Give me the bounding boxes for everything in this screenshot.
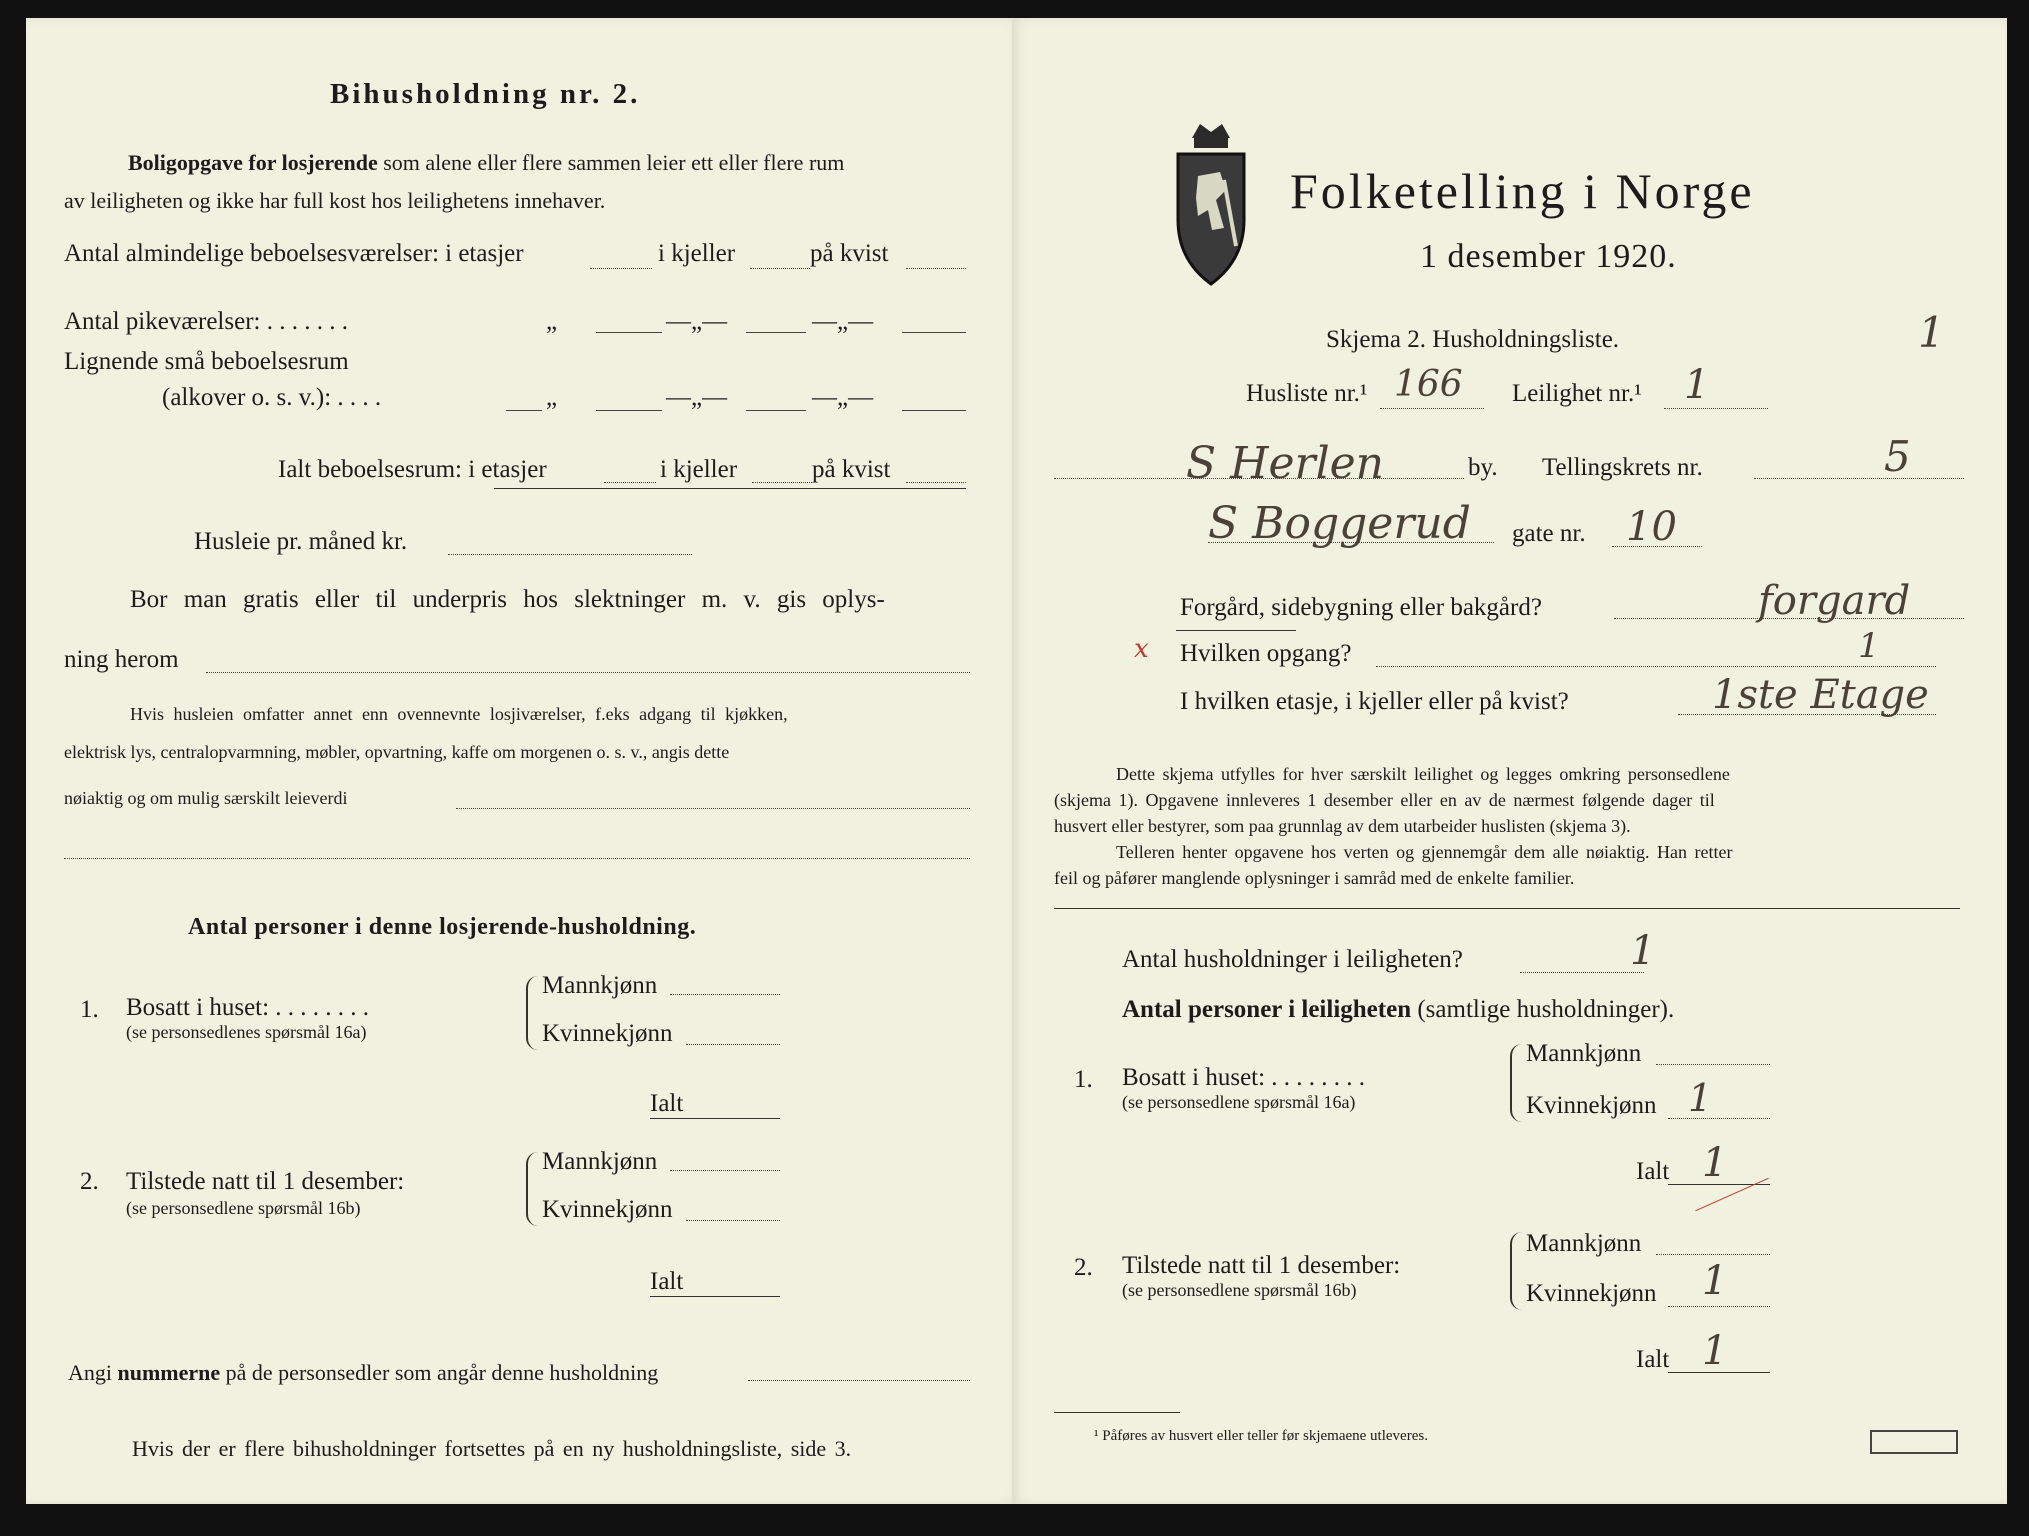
leilighet-label: Leilighet nr.¹: [1512, 380, 1642, 407]
rq2-num: 2.: [1074, 1254, 1093, 1281]
left-footer: Hvis der er flere bihusholdninger fortsettes på en ny husholdningsliste, side 3.: [132, 1436, 852, 1461]
note-line-2: elektrisk lys, centralopvarmning, møbler, opvartning, kaffe om morgenen o. s. v., angis dette: [64, 742, 730, 762]
note-line-1: Hvis husleien omfatter annet enn ovennevnte losjiværelser, f.eks adgang til kjøkken,: [130, 704, 788, 724]
lq2-label: Tilstede natt til 1 desember:: [126, 1168, 405, 1195]
lq2-sub: (se personsedlene spørsmål 16b): [126, 1198, 361, 1218]
rq1-kvinne-label: Kvinnekjønn: [1526, 1092, 1657, 1119]
skjema-handwritten: 1: [1918, 308, 1945, 357]
lq1-kvinne-field[interactable]: [686, 1044, 780, 1045]
instr-line-1: Dette skjema utfylles for hver særskilt leilighet og legges omkring personsedlene: [1116, 764, 1730, 784]
rq1-mann-field[interactable]: [1656, 1064, 1770, 1065]
skjema-label: Skjema 2. Husholdningsliste.: [1326, 326, 1620, 353]
stamp-icon: [1870, 1430, 1958, 1454]
rooms-etasjer-field[interactable]: [590, 268, 652, 269]
rq1-label: Bosatt i huset: . . . . . . . .: [1122, 1064, 1366, 1091]
leilighet-value: 1: [1684, 362, 1710, 408]
gate-label: gate nr.: [1512, 520, 1586, 547]
rq1-sub: (se personsedlene spørsmål 16a): [1122, 1092, 1356, 1112]
rq1-kvinne-field[interactable]: [1668, 1118, 1770, 1119]
gratis-field[interactable]: [206, 672, 970, 673]
lq2-num: 2.: [80, 1168, 99, 1195]
ialt-kjeller-field[interactable]: [752, 482, 812, 483]
gate-nr-field[interactable]: [1612, 546, 1702, 547]
footnote: ¹ Påføres av husvert eller teller før skjemaene utleveres.: [1094, 1428, 1428, 1444]
rq1-ialt-value: 1: [1702, 1140, 1728, 1186]
forgaard-label: Forgård, sidebygning eller bakgård?: [1180, 594, 1542, 621]
gate-nr-value: 10: [1626, 504, 1677, 550]
coat-of-arms-icon: [1170, 120, 1252, 292]
lq1-kvinne-label: Kvinnekjønn: [542, 1020, 673, 1047]
ialt-kjeller-label: i kjeller: [660, 456, 738, 483]
lignende-field-3[interactable]: [902, 410, 966, 411]
lq1-mann-label: Mannkjønn: [542, 972, 658, 999]
rq1-kvinne-value: 1: [1688, 1076, 1713, 1120]
census-title: Folketelling i Norge: [1290, 163, 1755, 219]
forgaard-value: forgard: [1758, 578, 1911, 624]
lignende-ditto-1: „: [546, 384, 558, 411]
instructions-rule: [1054, 908, 1960, 909]
note-field-2[interactable]: [64, 858, 970, 859]
rq2-ialt-label: Ialt: [1636, 1346, 1670, 1373]
rq1-brace: [1510, 1044, 1522, 1122]
gate-value: S Boggerud: [1208, 498, 1471, 549]
rq2-mann-label: Mannkjønn: [1526, 1230, 1642, 1257]
lq1-ialt-field[interactable]: [650, 1118, 780, 1119]
by-label: by.: [1468, 454, 1498, 481]
instr-line-3: husvert eller bestyrer, som paa grunnlag av dem utarbeider huslisten (skjema 3).: [1054, 816, 1631, 836]
lignende-label-1: Lignende små beboelsesrum: [64, 348, 349, 375]
angi-bold: nummerne: [117, 1360, 221, 1385]
tellingskrets-value: 5: [1884, 432, 1911, 481]
lignende-label-2: (alkover o. s. v.): . . . .: [162, 384, 382, 411]
rq2-sub: (se personsedlene spørsmål 16b): [1122, 1280, 1357, 1300]
instr-line-2: (skjema 1). Opgavene innleveres 1 desember eller en av de nærmest følgende dager til: [1054, 790, 1715, 810]
angi-text-2: på de personsedler som angår denne husholdning: [225, 1360, 659, 1385]
pike-ditto-1: „: [546, 308, 558, 335]
antal-hush-field[interactable]: [1520, 972, 1644, 973]
census-date: 1 desember 1920.: [1420, 238, 1677, 275]
lq1-mann-field[interactable]: [670, 994, 780, 995]
lq2-brace: [526, 1152, 538, 1226]
leilighet-field[interactable]: [1664, 408, 1768, 409]
intro-bold: Boligopgave for losjerende: [128, 150, 378, 175]
antal-hush-label: Antal husholdninger i leiligheten?: [1122, 946, 1463, 973]
ialt-etasjer-field[interactable]: [604, 482, 656, 483]
rq1-ialt-label: Ialt: [1636, 1158, 1670, 1185]
rq2-ialt-field[interactable]: [1668, 1372, 1770, 1373]
rooms-kjeller-field[interactable]: [750, 268, 810, 269]
lq1-brace: [526, 976, 538, 1050]
rq2-kvinne-label: Kvinnekjønn: [1526, 1280, 1657, 1307]
angi-field[interactable]: [748, 1380, 970, 1381]
tellingskrets-field[interactable]: [1754, 478, 1964, 479]
note-line-3: nøiaktig og om mulig særskilt leieverdi: [64, 788, 348, 808]
rq2-kvinne-field[interactable]: [1668, 1306, 1770, 1307]
by-value: S Herlen: [1186, 438, 1385, 489]
rq2-label: Tilstede natt til 1 desember:: [1122, 1252, 1401, 1279]
etasje-value: 1ste Etage: [1712, 672, 1929, 718]
rooms-kvist-label: på kvist: [810, 240, 889, 267]
lq1-sub: (se personsedlenes spørsmål 16a): [126, 1022, 367, 1042]
husleie-field[interactable]: [448, 554, 692, 555]
intro-line-1: som alene eller flere sammen leier ett eller flere rum: [383, 150, 845, 175]
instr-line-5: feil og påfører manglende oplysninger i samråd med de enkelte familier.: [1054, 868, 1575, 888]
note-field-1[interactable]: [456, 808, 970, 809]
pike-ditto-3: —„—: [812, 308, 874, 335]
intro-line-2: av leiligheten og ikke har full kost hos leilighetens innehaver.: [64, 188, 606, 213]
etasje-field[interactable]: [1678, 714, 1936, 715]
rq2-brace: [1510, 1232, 1522, 1310]
opgang-field[interactable]: [1376, 666, 1936, 667]
forgaard-underline-mark: [1176, 630, 1296, 631]
husliste-value: 166: [1394, 364, 1463, 405]
ialt-rooms-label: Ialt beboelsesrum: i etasjer: [278, 456, 547, 483]
husliste-field[interactable]: [1380, 408, 1484, 409]
bihusholdning-title: Bihusholdning nr. 2.: [330, 78, 641, 110]
lq2-ialt-label: Ialt: [650, 1268, 684, 1295]
ialt-kvist-label: på kvist: [812, 456, 891, 483]
husliste-label: Husliste nr.¹: [1246, 380, 1368, 407]
lq2-kvinne-label: Kvinnekjønn: [542, 1196, 673, 1223]
husleie-label: Husleie pr. måned kr.: [194, 528, 408, 555]
lignende-ditto-3: —„—: [812, 384, 874, 411]
pike-field-1[interactable]: [596, 332, 662, 333]
rooms-label: Antal almindelige beboelsesværelser: i etasjer: [64, 240, 524, 267]
opgang-label: Hvilken opgang?: [1180, 640, 1352, 667]
lq2-ialt-field[interactable]: [650, 1296, 780, 1297]
lignende-ditto-2: —„—: [666, 384, 728, 411]
rq1-mann-label: Mannkjønn: [1526, 1040, 1642, 1067]
gratis-line-1: Bor man gratis eller til underpris hos slektninger m. v. gis oplys-: [130, 586, 885, 613]
lq1-ialt-label: Ialt: [650, 1090, 684, 1117]
angi-text-1: Angi: [68, 1360, 112, 1385]
ialt-kvist-field[interactable]: [906, 482, 966, 483]
antal-hush-value: 1: [1630, 928, 1656, 974]
rooms-kvist-field[interactable]: [906, 268, 966, 269]
lq1-num: 1.: [80, 996, 99, 1023]
left-page: [26, 18, 1021, 1504]
lq2-mann-label: Mannkjønn: [542, 1148, 658, 1175]
by-field[interactable]: [1054, 478, 1464, 479]
persons-heading-bold: Antal personer i leiligheten: [1122, 996, 1412, 1023]
rq2-kvinne-value: 1: [1702, 1258, 1728, 1304]
persons-heading: Antal personer i denne losjerende-husholdning.: [188, 914, 697, 940]
lq1-label: Bosatt i huset: . . . . . . . .: [126, 994, 370, 1021]
etasje-label: I hvilken etasje, i kjeller eller på kvist?: [1180, 688, 1569, 715]
opgang-red-mark: x: [1134, 634, 1149, 664]
lq2-mann-field[interactable]: [670, 1170, 780, 1171]
instr-line-4: Telleren henter opgavene hos verten og gjennemgår dem alle nøiaktig. Han retter: [1116, 842, 1733, 862]
opgang-value: 1: [1858, 626, 1880, 666]
rq2-ialt-value: 1: [1702, 1328, 1728, 1374]
pike-field-3[interactable]: [902, 332, 966, 333]
lignende-field-2[interactable]: [746, 410, 806, 411]
rooms-kjeller-label: i kjeller: [658, 240, 736, 267]
lignende-field-0[interactable]: [506, 410, 542, 411]
gate-field[interactable]: [1208, 542, 1494, 543]
persons-heading-rest: (samtlige husholdninger).: [1417, 996, 1675, 1023]
pike-field-2[interactable]: [746, 332, 806, 333]
forgaard-field[interactable]: [1614, 618, 1964, 619]
pike-ditto-2: —„—: [666, 308, 728, 335]
tellingskrets-label: Tellingskrets nr.: [1542, 454, 1703, 481]
gratis-line-2: ning herom: [64, 646, 179, 673]
lignende-field-1[interactable]: [596, 410, 662, 411]
ialt-rooms-rule: [494, 488, 966, 489]
lq2-kvinne-field[interactable]: [686, 1220, 780, 1221]
footnote-rule: [1054, 1412, 1180, 1413]
pike-label: Antal pikeværelser: . . . . . . .: [64, 308, 348, 335]
rq1-num: 1.: [1074, 1066, 1093, 1093]
right-page: [1012, 18, 2007, 1504]
rq2-mann-field[interactable]: [1656, 1254, 1770, 1255]
